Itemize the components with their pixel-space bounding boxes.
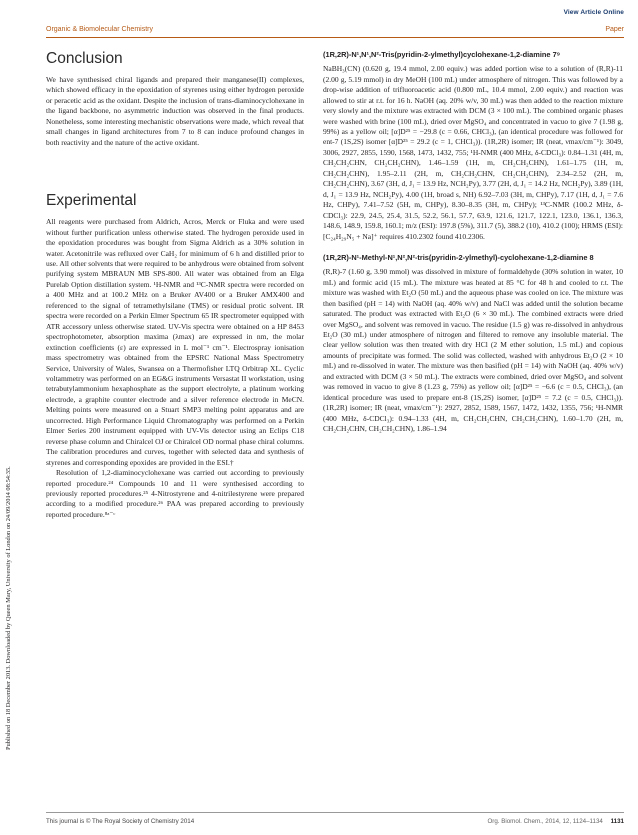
compound-7-heading: (1R,2R)-N¹,N¹,N²-Tris(pyridin-2-ylmethyl)cyclohexane-1,2-diamine 7⁹ [323,50,561,59]
article-type: Paper [605,26,624,33]
journal-name: Organic & Biomolecular Chemistry [46,26,153,33]
left-column [46,50,304,520]
right-column [323,50,623,435]
footer-rule [46,812,624,813]
page-number: 1131 [610,818,624,825]
publication-note: Published on 18 December 2013. Downloaded by Queen Mary, University of London on 24/09/2014 08:54:35. [5,466,12,750]
compound-8-heading: (1R,2R)-N¹-Methyl-N¹,N²,N²-tris(pyridin-2-ylmethyl)-cyclohexane-1,2-diamine 8 [323,253,594,262]
compound-7-procedure: NaBH₃(CN) (0.620 g, 19.4 mmol, 2.00 equiv.) was added portion wise to a solution of (R,R)-11 (2.00 g, 5.19 mmol) in dry MeOH (100 mL) under atmosphere of nitrogen. This was followed by a drop-wise addition of trifluoroacetic acid (0.800 mL, 10.4 mmol, 2.00 equiv.) and reaction was allowed to stir at r.t. for 16 h. NaOH (aq. 20% w/v, 30 mL) was then added to the reaction mixture very slowly and the mixture was extracted with DCM (3 × 100 mL). The combined organic phases were washed with brine (100 mL), dried over MgSO₄ and concentrated in vacuo to give 7 (1.98 g, 99%) as a yellow oil; [α]D²⁵ = −29.8 (c = 0.66, CHCl₃), (an identical procedure was followed for ent-7 (1S,2S) isomer [α]D²⁵ = 29.2 (c = 1, CHCl₃)). (1R,2R) isomer; IR (neat, νmax/cm⁻¹): 3049, 3006, 2927, 2855, 1590, 1568, 1473, 1432, 755; ¹H-NMR (400 MHz, δ-CDCl₃): 0.84–1.31 (4H, m, CH₂CH₂CHN, CH₂CH₂CHN), 1.46–1.59 (1H, m, CH₂CH₂CHN), 1.61–1.75 (1H, m, CH₂CH₂CHN), 1.95–2.11 (2H, m, CH₂CH₂CHN, CH₂CH₂CHN), 2.34–2.52 (2H, m, CH₂CH₂CHN), 3.67 (3H, d, J₁ = 13.9 Hz, NCH₂Py), 3.77 (2H, d, J₁ = 14.2 Hz, NCH₂Py), 3.89 (1H, d, J₁ = 13.9 Hz, NCH₂Py), 4.00 (1H, broad s, NH) 6.92–7.03 (3H, m, CHPy), 7.17 (1H, d, J₁ = 7.6 Hz, CHPy), 7.41–7.52 (5H, m, CHPy), 8.30–8.35 (3H, m, CHPy); ¹³C-NMR (100.2 MHz, δ-CDCl₃): 22.9, 24.5, 25.4, 31.5, 52.2, 56.1, 57.7, 63.9, 121.6, 121.7, 122.1, 123.0, 136.1, 136.3, 148.6, 148.9, 159.8, 160.1; m/z (ESI): 197.8 (5%), 311.7 (5), 388.2 (10), 410.2 (100); HRMS (ESI): [C₂₄H₂₉N₅ + Na]⁺ requires 410.2302 found 410.2306. [323,64,623,241]
conclusion-paragraph: We have synthesised chiral ligands and prepared their manganese(II) complexes, which showed efficacy in the epoxidation of styrenes using either hydrogen peroxide or peracetic acid as the oxidant. Despite the inclusion of trans-diaminocyclohexane in the ligand backbone, no asymmetric induction was observed in the final products. Nonetheless, some interesting mechanistic observations were made, which reveal that small changes in ligand architectures from 7 to 8 can induce profound changes in both reactivity and the nature of the active oxidant. [46,75,304,147]
view-article-online-link[interactable]: View Article Online [563,9,624,16]
footer-right [487,818,624,825]
page-footer [46,818,624,825]
experimental-paragraph-1: All reagents were purchased from Aldrich, Acros, Merck or Fluka and were used without further purification unless otherwise stated. The hydrogen peroxide used in the epoxidation procedures was bought from Sigma Aldrich as a 30% solution in water. Acetonitrile was refluxed over CaH₂ for minimum of 6 h and distilled prior to use. All other solvents that were required to be anhydrous were obtained from solvent purifying system MBRAUN MB SPS-800. All water was obtained from an Elga Purelab Option distillation system. ¹H-NMR and ¹³C-NMR spectra were recorded on a 400 MHz and at 100.2 MHz on a Bruker AV400 or a Bruker AMX400 and referenced to the signal of tetramethylsilane (TMS) or residual protic solvent. IR spectra were recorded on a Perkin Elmer Spectrum 65 IR spectrometer equipped with ATR accessory unless otherwise stated. UV-Vis spectra were obtained on a HP 8453 spectrophotometer, absorption maxima (λmax) are expressed in nm, the molar extinction coefficients (ε) are expressed in L mol⁻¹ cm⁻¹. Electrospray ionisation mass spectrometry was obtained from the EPSRC National Mass Spectrometry Service, University of Wales, Swansea on a Thermofisher LTQ Orbitrap XL. Cyclic voltammetry was performed on an EG&G instruments Versastat II workstation, using tetrabutylammonium hexaphosphate as the support electrolyte, a platinum working electrode, a graphite counter electrode and a silver reference electrode in MeCN. Melting points were measured on a Stuart SMP3 melting point apparatus and are uncorrected. High Performance Liquid Chromatography was performed on a Perkin Elmer Series 200 instrument equipped with UV-Vis detector using an Eclips C18 reverse phase column and Chiralcel OJ or Chiralcel OD normal phase chiral columns. The calibration procedures and curves, together with selected data and synthesis of styrenes and corresponding epoxides are provided in the ESI.† [46,217,304,467]
experimental-paragraph-2: Resolution of 1,2-diaminocyclohexane was carried out according to previously reported procedure.²⁴ Compounds 10 and 11 were synthesised according to previously reported procedures.²⁵ 4-Nitrostyrene and 4-nitrilestyrene were prepared according to a modified procedure.²⁶ PAA was prepared according to previously reported procedure.⁸ᵃ⁻ᶜ [46,468,304,519]
citation: Org. Biomol. Chem., 2014, 12, 1124–1134 [487,818,603,825]
running-header [46,26,624,33]
compound-8-procedure: (R,R)-7 (1.60 g, 3.90 mmol) was dissolved in mixture of formaldehyde (30% solution in water, 10 mL) and formic acid (15 mL). The mixture was heated at 85 °C for 48 h and cooled to r.t. The mixture was washed with Et₂O (50 mL) and the aqueous phase was cooled on ice. The mixture was then basified (pH = 14) with NaOH (aq. 40% w/v) and NaCl was added until the solution became saturated. The product was extracted with Et₂O (6 × 30 mL). The combined extracts were dried over MgSO₄, and solvent was removed in vacuo. The residue (1.5 g) was re-dissolved in anhydrous Et₂O (30 mL) under atmosphere of nitrogen and filtered to remove any insoluble material. The clear yellow solution was then treated with dry HCl (2 M ether solution, 1.5 mL) and copious amounts of precipitate was formed. The solid was collected, washed with anhydrous Et₂O (2 × 10 mL) and re-dissolved in water. The mixture was then basified (pH = 14) with NaOH (aq. 40% w/v) and extracted with DCM (3 × 50 mL). The extracts were combined, dried over MgSO₄ and solvent was removed in vacuo to give 8 (1.23 g, 75%) as yellow oil; [α]D²⁵ = −6.6 (c = 0.5, CHCl₃), (an identical procedure was used to prepare ent-8 (1S,2S) isomer, [α]D²⁵ = 7.2 (c = 0.5, CHCl₃)). (1R,2R) isomer; IR (neat, νmax/cm⁻¹): 2927, 2852, 1589, 1567, 1472, 1432, 1355, 756; ¹H-NMR (400 MHz, δ-CDCl₃): 0.94–1.33 (4H, m, CH₂CH₂CHN, CH₂CH₂CHN), 1.60–1.70 (2H, m, CH₂CH₂CHN, CH₂CH₂CHN), 1.86–1.94 [323,267,623,434]
experimental-title: Experimental [46,192,137,210]
header-rule [46,37,624,38]
copyright-note: This journal is © The Royal Society of Chemistry 2014 [46,818,195,825]
sidebar-strip [1,60,13,760]
conclusion-title: Conclusion [46,50,123,67]
